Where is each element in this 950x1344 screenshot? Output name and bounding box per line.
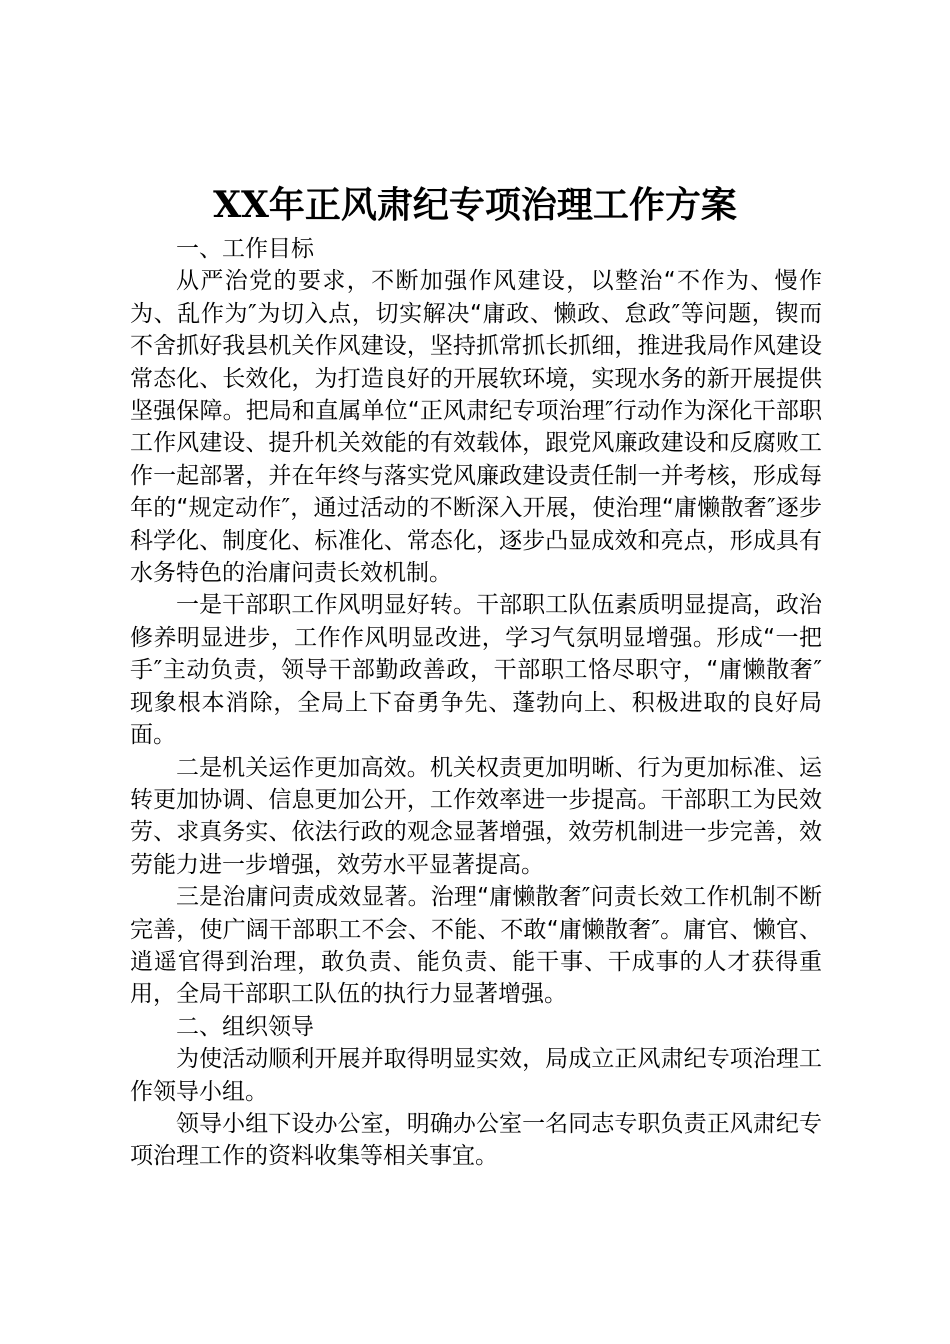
paragraph-intro: 从严治党的要求，不断加强作风建设，以整治“不作为、慢作为、乱作为″为切入点，切实解决“庸政、懒政、怠政″等问题，锲而不舍抓好我县机关作风建设，坚持抓常抓长抓细，推进我局作风建设常态化、长效化，为打造良好的开展软环境，实现水务的新开展提供坚强保障。把局和直属单位“正风肃纪专项治理″行动作为深化干部职工作风建设、提升机关效能的有效载体，跟党风廉政建设和反腐败工作一起部署，并在年终与落实党风廉政建设责任制一并考核，形成每年的“规定动作″，通过活动的不断深入开展，使治理“庸懒散奢″逐步科学化、制度化、标准化、常态化，逐步凸显成效和亮点，形成具有水务特色的治庸问责长效机制。 bbox=[130, 268, 822, 587]
document-title: XX年正风肃纪专项治理工作方案 bbox=[213, 184, 737, 226]
paragraph-goal-2: 二是机关运作更加高效。机关权责更加明晰、行为更加标准、运转更加协调、信息更加公开，工作效率进一步提高。干部职工为民效劳、求真务实、依法行政的观念显著增强，效劳机制进一步完善，效劳能力进一步增强，效劳水平显著提高。 bbox=[130, 754, 822, 878]
paragraph-goal-3: 三是治庸问责成效显著。治理“庸懒散奢″问责长效工作机制不断完善，使广阔干部职工不会、不能、不敢“庸懒散奢″。庸官、懒官、逍遥官得到治理，敢负责、能负责、能干事、干成事的人才获得重用，全局干部职工队伍的执行力显著增强。 bbox=[130, 884, 822, 1008]
section-heading-goals: 一、工作目标 bbox=[176, 236, 314, 262]
section-heading-organization: 二、组织领导 bbox=[176, 1013, 314, 1040]
document-body bbox=[130, 233, 822, 1173]
paragraph-goal-1: 一是干部职工作风明显好转。干部职工队伍素质明显提高，政治修养明显进步，工作作风明显改进，学习气氛明显增强。形成“一把手″主动负责，领导干部勤政善政，干部职工恪尽职守，“庸懒散奢″现象根本消除，全局上下奋勇争先、蓬勃向上、积极进取的良好局面。 bbox=[130, 592, 822, 749]
paragraph-org-1: 为使活动顺利开展并取得明显实效，局成立正风肃纪专项治理工作领导小组。 bbox=[130, 1046, 822, 1105]
paragraph-org-2: 领导小组下设办公室，明确办公室一名同志专职负责正风肃纪专项治理工作的资料收集等相关事宜。 bbox=[130, 1110, 822, 1170]
